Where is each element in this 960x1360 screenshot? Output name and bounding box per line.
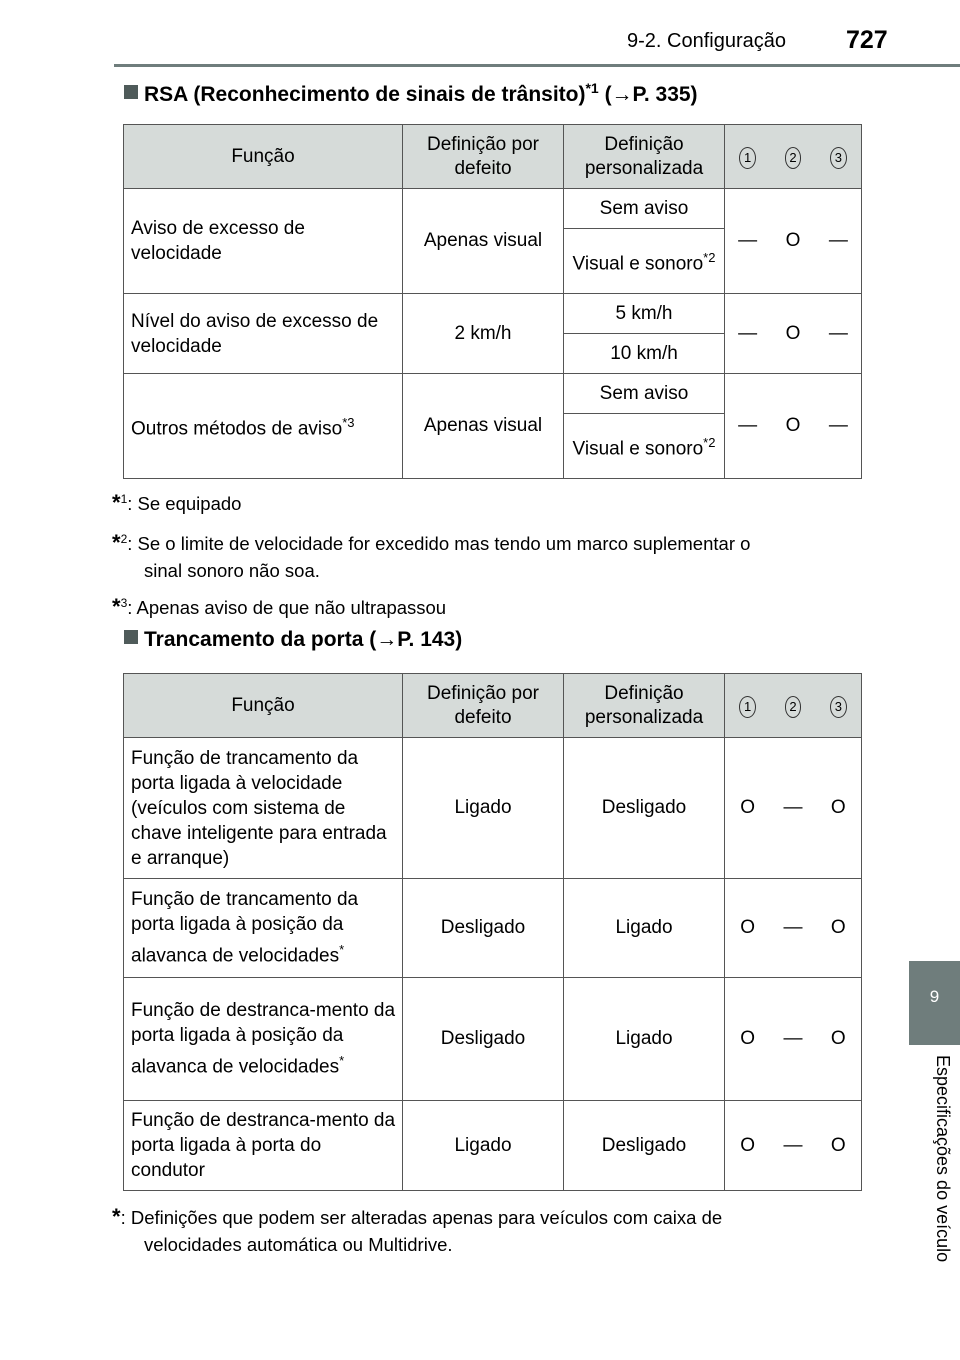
default-cell: Desligado (403, 879, 564, 978)
default-cell: Apenas visual (403, 189, 564, 294)
header-default: Definição por defeito (403, 674, 564, 738)
section-title-rsa: RSA (Reconhecimento de sinais de trânsito)$^{*1}$ (→P. 335) (124, 80, 698, 107)
circled-three-icon: 3 (830, 147, 847, 169)
default-cell: Ligado (403, 1101, 564, 1191)
header-custom: Definição personalizada (564, 125, 725, 189)
section-bullet-icon (124, 630, 138, 644)
function-cell: Outros métodos de aviso$^{*3}$ (124, 374, 403, 479)
footnote-star: *: Definições que podem ser alteradas apenas para veículos com caixa de velocidades automática ou Multidrive. (112, 1204, 723, 1255)
custom-option-cell: 10 km/h (564, 334, 725, 374)
rsa-settings-table (123, 124, 862, 479)
header-default: Definição por defeito (403, 125, 564, 189)
circled-one-icon: 1 (739, 147, 756, 169)
door-lock-settings-table (123, 673, 862, 1191)
header-function: Função (124, 674, 403, 738)
custom-cell: Ligado (564, 978, 725, 1101)
circled-three-icon: 3 (830, 696, 847, 718)
function-cell: Função de destranca-mento da porta ligada à porta do condutor (124, 1101, 403, 1191)
marks-cell: O — O (725, 879, 862, 978)
marks-cell: — O — (725, 374, 862, 479)
circled-two-icon: 2 (785, 147, 802, 169)
marks-cell: — O — (725, 189, 862, 294)
function-cell: Função de destranca-mento da porta ligada à posição da alavanca de velocidades* (124, 978, 403, 1101)
page-reference: (→P. 335) (604, 83, 698, 106)
default-cell: Apenas visual (403, 374, 564, 479)
marks-cell: O — O (725, 738, 862, 879)
footnote-marker: *1 (585, 80, 599, 96)
circled-two-icon: 2 (785, 696, 802, 718)
table-row (124, 738, 862, 879)
circled-one-icon: 1 (739, 696, 756, 718)
table-header-row (124, 674, 862, 738)
page-number: 727 (846, 26, 888, 54)
footnote-1: *$^1$: Se equipado (112, 490, 242, 516)
default-cell: Desligado (403, 978, 564, 1101)
function-cell: Função de trancamento da porta ligada à posição da alavanca de velocidades* (124, 879, 403, 978)
chapter-tab-number: 9 (929, 987, 940, 1006)
table-row (124, 294, 862, 334)
header-divider (114, 64, 960, 67)
default-cell: 2 km/h (403, 294, 564, 374)
marks-cell: O — O (725, 978, 862, 1101)
table-header-row (124, 125, 862, 189)
custom-cell: Desligado (564, 1101, 725, 1191)
default-cell: Ligado (403, 738, 564, 879)
section-title-door-lock: Trancamento da porta (→P. 143) (124, 628, 462, 652)
custom-option-cell: Visual e sonoro$^{*2}$ (564, 229, 725, 294)
table-row (124, 1101, 862, 1191)
custom-cell: Desligado (564, 738, 725, 879)
marks-cell: — O — (725, 294, 862, 374)
custom-option-cell: Visual e sonoro$^{*2}$ (564, 414, 725, 479)
page-reference: (→P. 143) (369, 628, 463, 651)
table-row (124, 189, 862, 229)
chapter-tab (909, 961, 960, 1045)
custom-option-cell: 5 km/h (564, 294, 725, 334)
section-bullet-icon (124, 85, 138, 99)
header-columns (725, 125, 862, 189)
footnote-2: *$^2$: Se o limite de velocidade for excedido mas tendo um marco suplementar o sinal sonoro não soa. (112, 530, 751, 582)
header-function: Função (124, 125, 403, 189)
marks-cell: O — O (725, 1101, 862, 1191)
custom-cell: Ligado (564, 879, 725, 978)
chapter-heading: 9-2. Configuração (627, 30, 786, 52)
function-cell: Nível do aviso de excesso de velocidade (124, 294, 403, 374)
header-columns (725, 674, 862, 738)
function-cell: Aviso de excesso de velocidade (124, 189, 403, 294)
table-row (124, 374, 862, 414)
table-row (124, 879, 862, 978)
custom-option-cell: Sem aviso (564, 189, 725, 229)
header-custom: Definição personalizada (564, 674, 725, 738)
custom-option-cell: Sem aviso (564, 374, 725, 414)
function-cell: Função de trancamento da porta ligada à velocidade (veículos com sistema de chave inteligente para entrada e arranque) (124, 738, 403, 879)
table-row (124, 978, 862, 1101)
footnote-3: *$^3$: Apenas aviso de que não ultrapassou (112, 594, 447, 620)
chapter-tab-label: Especificações do veículo (933, 1055, 953, 1263)
